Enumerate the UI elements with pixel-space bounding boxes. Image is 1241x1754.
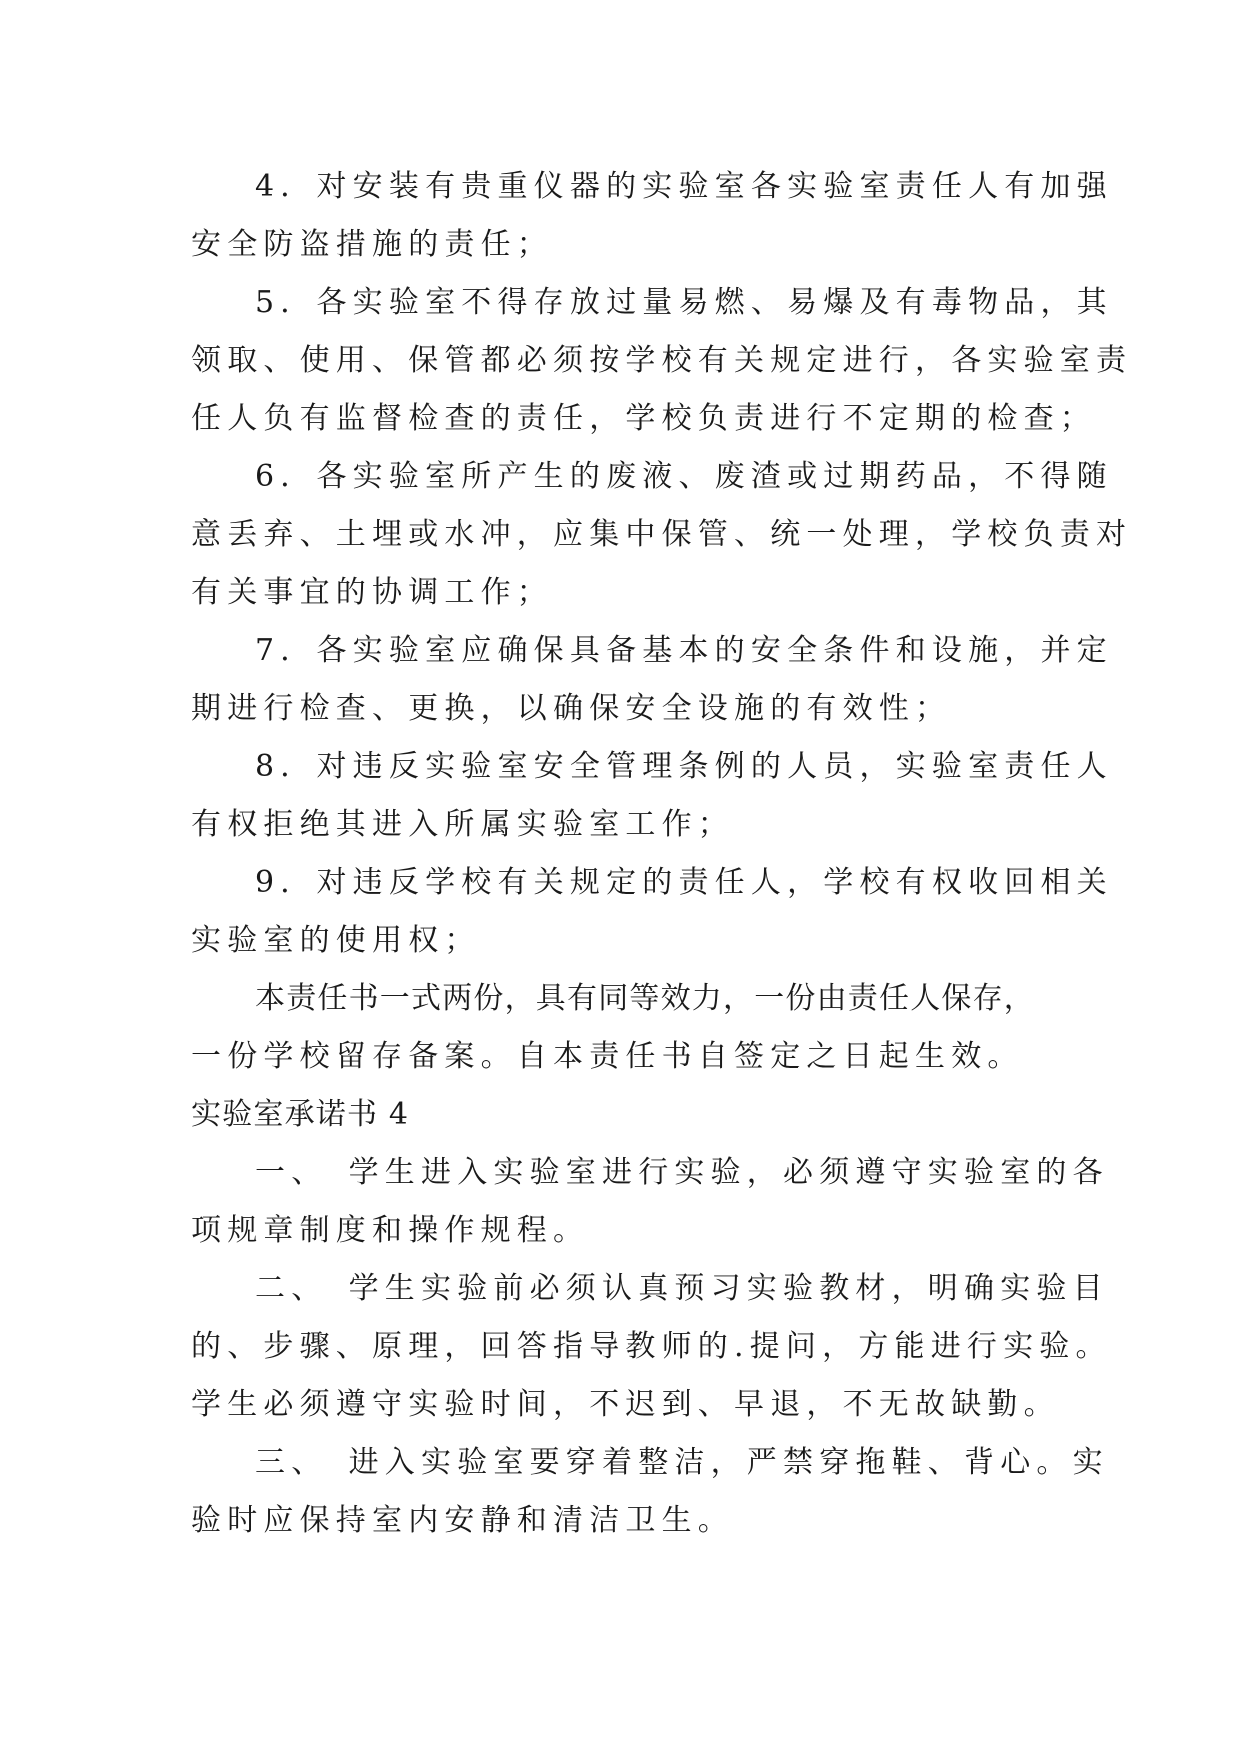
- text-line: 9．对违反学校有关规定的责任人，学校有权收回相关: [255, 865, 1113, 900]
- text-line: 5．各实验室不得存放过量易燃、易爆及有毒物品，其: [255, 285, 1113, 320]
- text-line: 一、 学生进入实验室进行实验，必须遵守实验室的各: [255, 1155, 1109, 1190]
- text-line: 意丢弃、土埋或水冲，应集中保管、统一处理，学校负责对: [191, 517, 1133, 552]
- text-line: 二、 学生实验前必须认真预习实验教材，明确实验目: [255, 1271, 1109, 1306]
- text-line: 三、 进入实验室要穿着整洁，严禁穿拖鞋、背心。实: [255, 1445, 1109, 1480]
- text-line: 期进行检查、更换，以确保安全设施的有效性；: [191, 691, 952, 726]
- text-line: 领取、使用、保管都必须按学校有关规定进行，各实验室责: [191, 343, 1133, 378]
- text-line: 项规章制度和操作规程。: [191, 1213, 590, 1248]
- text-line: 有权拒绝其进入所属实验室工作；: [191, 807, 734, 842]
- text-line: 安全防盗措施的责任；: [191, 227, 553, 262]
- text-line: 7．各实验室应确保具备基本的安全条件和设施，并定: [255, 633, 1113, 668]
- text-line: 一份学校留存备案。自本责任书自签定之日起生效。: [191, 1039, 1024, 1074]
- document-page: [191, 158, 1133, 1550]
- text-line: 的、步骤、原理，回答指导教师的.提问，方能进行实验。: [191, 1329, 1112, 1364]
- text-line: 有关事宜的协调工作；: [191, 575, 553, 610]
- text-line: 任人负有监督检查的责任，学校负责进行不定期的检查；: [191, 401, 1096, 436]
- text-line: 4．对安装有贵重仪器的实验室各实验室责任人有加强: [255, 169, 1113, 204]
- section-heading: 实验室承诺书 4: [191, 1097, 410, 1132]
- text-line: 学生必须遵守实验时间，不迟到、早退，不无故缺勤。: [191, 1387, 1060, 1422]
- text-line: 验时应保持室内安静和清洁卫生。: [191, 1503, 734, 1538]
- text-line: 8．对违反实验室安全管理条例的人员，实验室责任人: [255, 749, 1113, 784]
- text-line: 实验室的使用权；: [191, 923, 481, 958]
- text-line: 6．各实验室所产生的废液、废渣或过期药品，不得随: [255, 459, 1113, 494]
- text-line: 本责任书一式两份，具有同等效力，一份由责任人保存，: [255, 981, 1035, 1016]
